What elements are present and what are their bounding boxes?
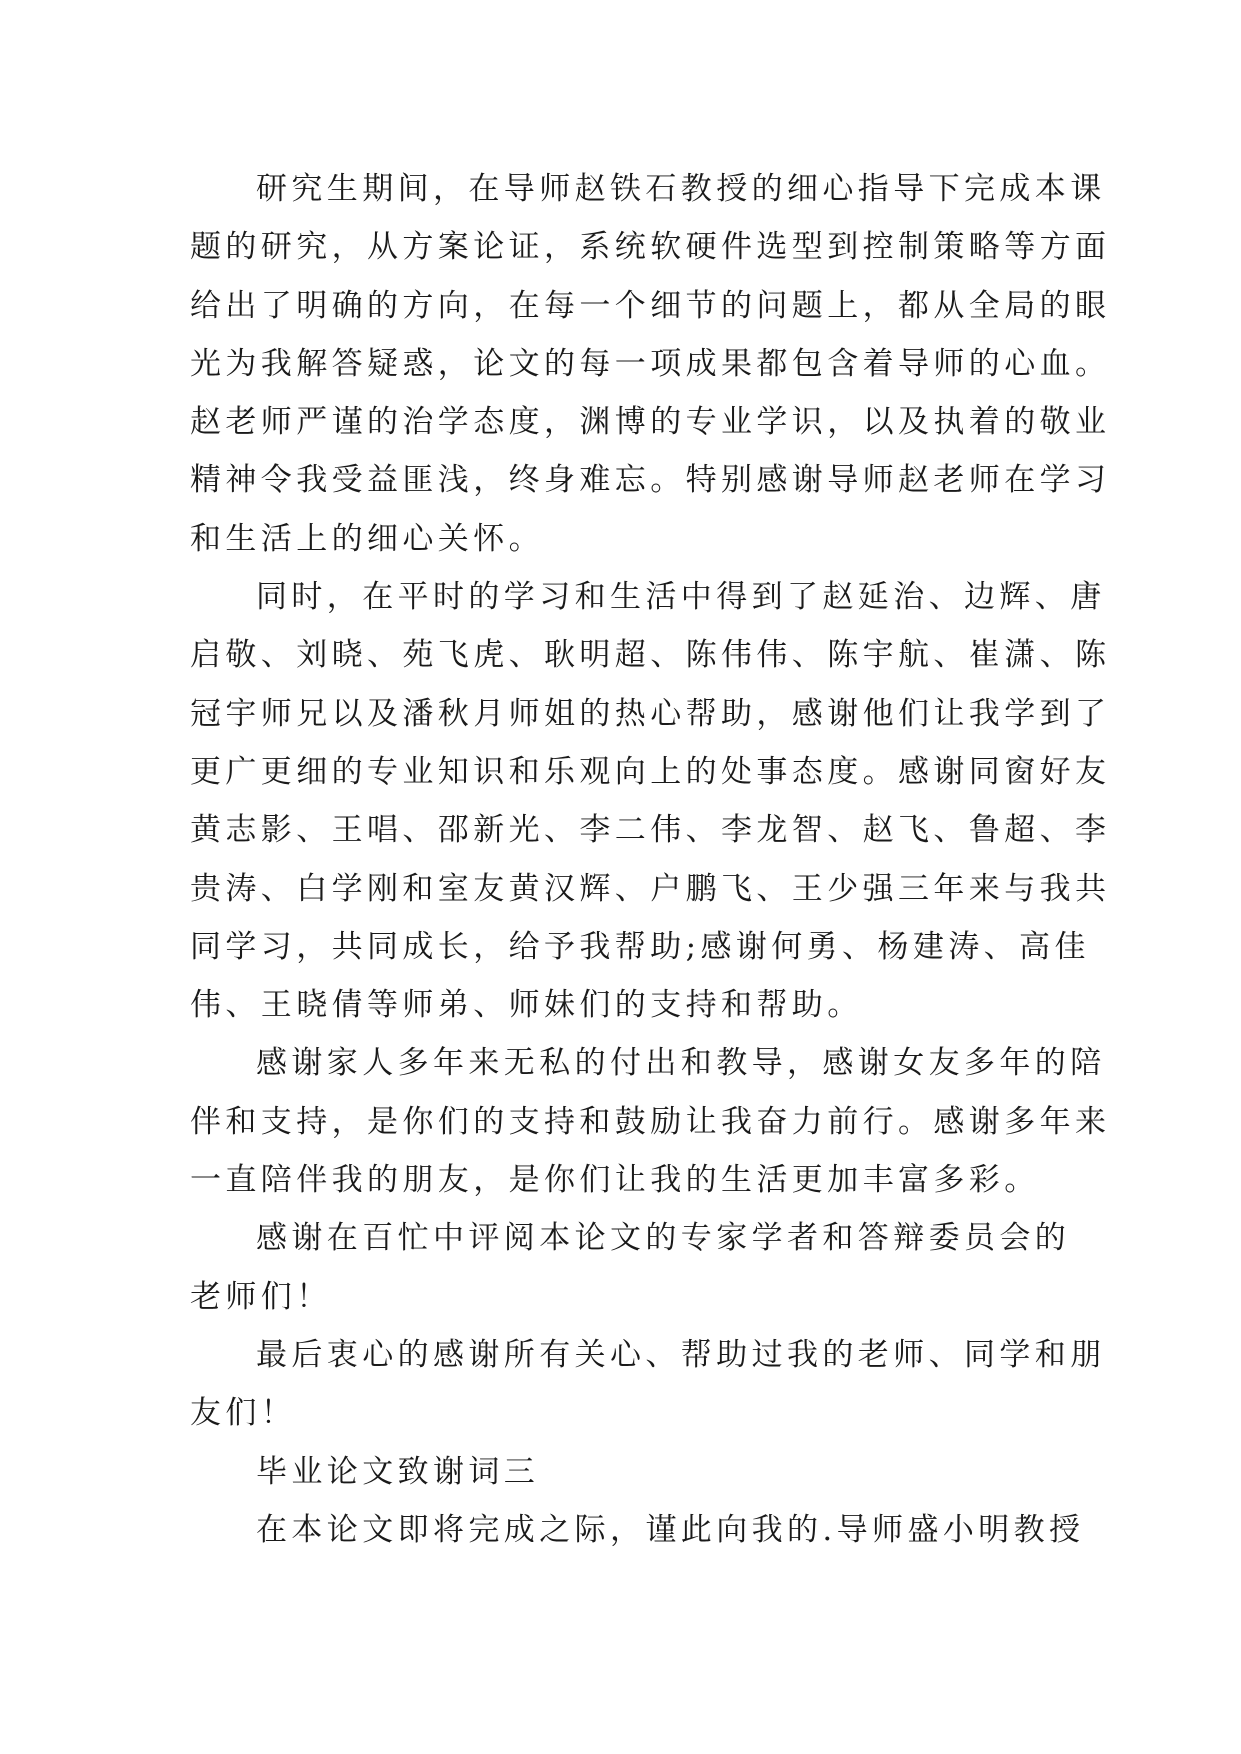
text-line: 伟、王晓倩等师弟、师妹们的支持和帮助。	[190, 987, 863, 1024]
text-line: 感谢家人多年来无私的付出和教导，感谢女友多年的陪	[256, 1045, 1106, 1082]
text-line: 更广更细的专业知识和乐观向上的处事态度。感谢同窗好友	[190, 753, 1111, 790]
text-line: 在本论文即将完成之际，谨此向我的.导师盛小明教授	[256, 1511, 1085, 1548]
text-line: 最后衷心的感谢所有关心、帮助过我的老师、同学和朋	[256, 1336, 1106, 1373]
text-line: 一直陪伴我的朋友，是你们让我的生活更加丰富多彩。	[190, 1162, 1040, 1199]
text-line: 同时，在平时的学习和生活中得到了赵延治、边辉、唐	[256, 579, 1106, 616]
text-line: 友们！	[190, 1395, 297, 1432]
text-line: 题的研究，从方案论证，系统软硬件选型到控制策略等方面	[190, 229, 1111, 266]
text-line: 同学习，共同成长，给予我帮助;感谢何勇、杨建涛、高佳	[190, 928, 1090, 965]
text-line: 赵老师严谨的治学态度，渊博的专业学识，以及执着的敬业	[190, 404, 1111, 441]
text-line: 研究生期间，在导师赵铁石教授的细心指导下完成本课	[256, 171, 1106, 207]
text-line: 贵涛、白学刚和室友黄汉辉、户鹏飞、王少强三年来与我共	[190, 870, 1111, 907]
text-line: 老师们！	[190, 1278, 332, 1315]
paragraph-acknowledge-peers	[190, 568, 1111, 1034]
text-line: 黄志影、王唱、邵新光、李二伟、李龙智、赵飞、鲁超、李	[190, 812, 1111, 849]
text-line: 感谢在百忙中评阅本论文的专家学者和答辩委员会的	[256, 1220, 1071, 1257]
paragraph-acknowledge-family	[190, 1034, 1111, 1209]
paragraph-final-thanks	[190, 1326, 1106, 1443]
text-line: 冠宇师兄以及潘秋月师姐的热心帮助，感谢他们让我学到了	[190, 695, 1111, 732]
text-line: 给出了明确的方向，在每一个细节的问题上，都从全局的眼	[190, 287, 1111, 324]
heading-text: 毕业论文致谢词三	[256, 1453, 540, 1490]
paragraph-acknowledge-advisor	[190, 160, 1111, 568]
paragraph-new-section-start	[190, 1501, 1085, 1559]
document-body	[190, 160, 1111, 1559]
section-heading	[190, 1443, 1070, 1501]
text-line: 伴和支持，是你们的支持和鼓励让我奋力前行。感谢多年来	[190, 1103, 1111, 1140]
text-line: 和生活上的细心关怀。	[190, 520, 544, 557]
text-line: 启敬、刘晓、苑飞虎、耿明超、陈伟伟、陈宇航、崔潇、陈	[190, 637, 1111, 674]
paragraph-acknowledge-reviewers	[190, 1209, 1070, 1326]
text-line: 光为我解答疑惑，论文的每一项成果都包含着导师的心血。	[190, 345, 1111, 382]
text-line: 精神令我受益匪浅，终身难忘。特别感谢导师赵老师在学习	[190, 462, 1111, 499]
